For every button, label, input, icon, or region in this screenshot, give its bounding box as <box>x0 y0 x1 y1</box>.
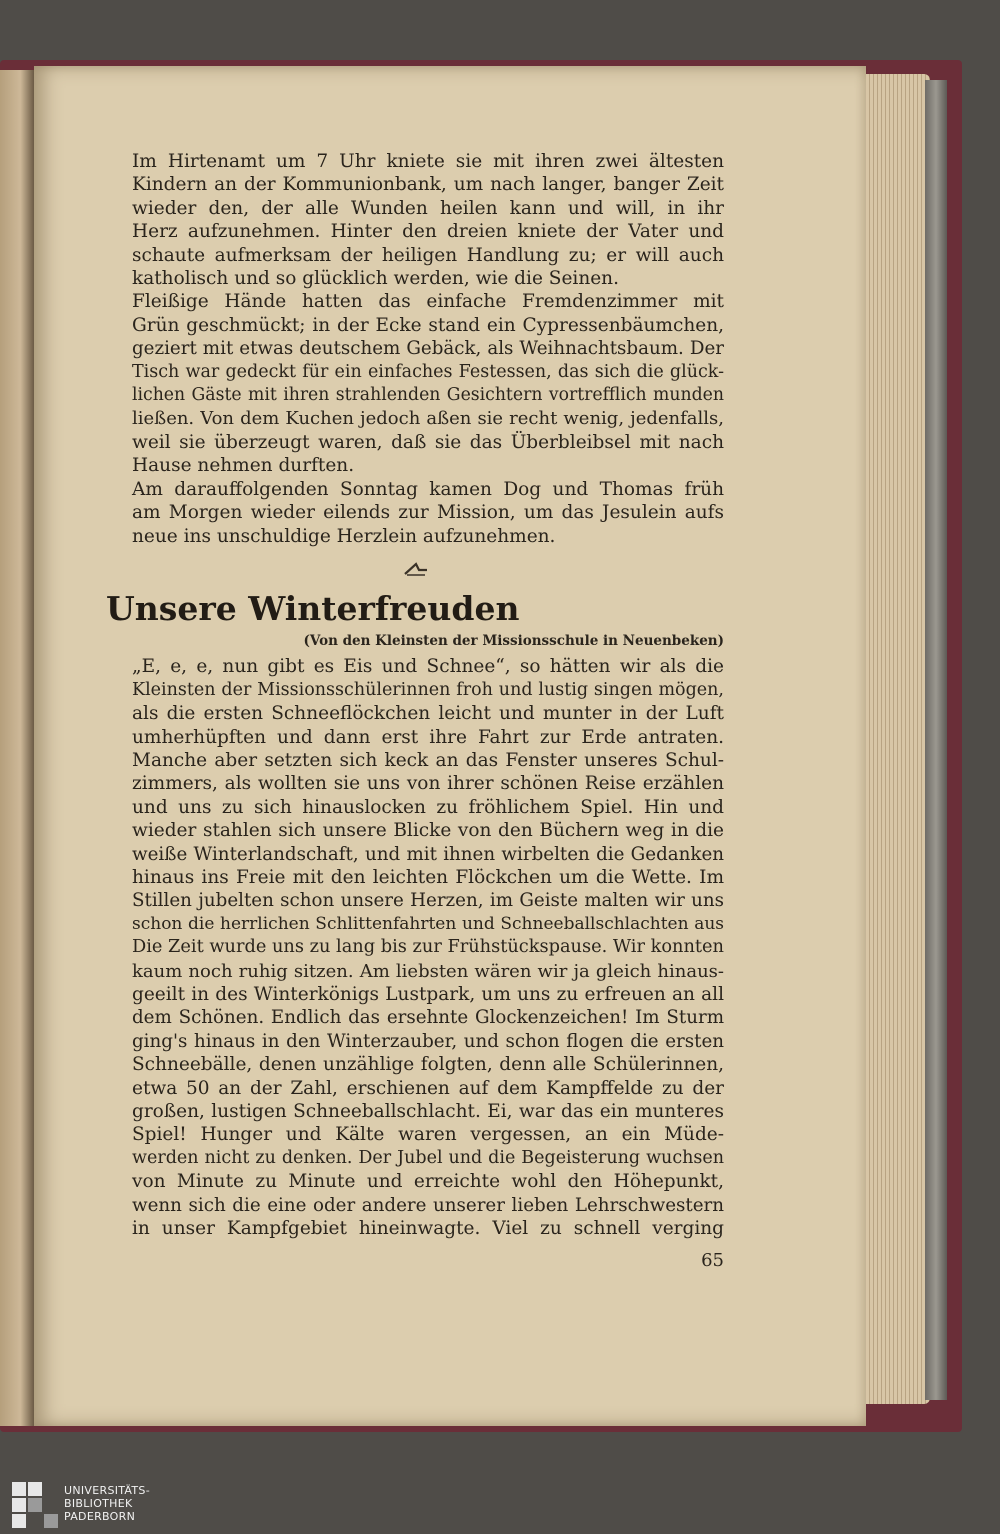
text-line: katholisch und so glücklich werden, wie die Seinen. <box>132 268 619 290</box>
text-line: dem Schönen. Endlich das ersehnte Glockenzeichen! Im Sturm <box>132 1007 724 1029</box>
page-stack-shadow <box>925 80 947 1400</box>
text-line: hinaus ins Freie mit den leichten Flöckchen um die Wette. Im <box>132 866 724 888</box>
text-line: wenn sich die eine oder andere unserer lieben Lehrschwestern <box>132 1194 724 1216</box>
text-line: Im Hirtenamt um 7 Uhr kniete sie mit ihren zwei ältesten <box>132 151 724 172</box>
text-line: von Minute zu Minute und erreichte wohl den Höhepunkt, <box>132 1171 724 1193</box>
text-line: ging's hinaus in den Winterzauber, und schon flogen die ersten <box>132 1030 724 1052</box>
section-subtitle: (Von den Kleinsten der Missionsschule in Neuenbeken) <box>303 633 724 650</box>
page-text <box>108 150 724 1240</box>
text-line: Spiel! Hunger und Kälte waren vergessen, an ein Müde- <box>132 1124 724 1146</box>
text-line: weiße Winterlandschaft, und mit ihnen wirbelten die Gedanken <box>132 843 724 865</box>
text-line: etwa 50 an der Zahl, erschienen auf dem Kampffelde zu der <box>132 1077 724 1099</box>
library-logo <box>12 1482 172 1528</box>
text-line: Schneebälle, denen unzählige folgten, denn alle Schülerinnen, <box>132 1054 724 1076</box>
logo-line: BIBLIOTHEK <box>64 1497 133 1510</box>
text-line: wieder stahlen sich unsere Blicke von den Büchern weg in die <box>132 820 724 842</box>
text-line: Stillen jubelten schon unsere Herzen, im Geiste malten wir uns <box>132 890 724 912</box>
text-line: wieder den, der alle Wunden heilen kann und will, in ihr <box>132 197 724 219</box>
text-line: Kleinsten der Missionsschülerinnen froh und lustig singen mögen, <box>132 679 724 700</box>
text-line: weil sie überzeugt waren, daß sie das Überbleibsel mit nach <box>132 431 724 453</box>
text-line: kaum noch ruhig sitzen. Am liebsten wären wir ja gleich hinaus- <box>132 960 724 982</box>
paragraph-3 <box>108 478 724 548</box>
paragraph-2 <box>108 290 724 477</box>
ornament-icon <box>401 560 431 578</box>
text-line: großen, lustigen Schneeballschlacht. Ei, war das ein munteres <box>132 1101 724 1123</box>
library-logo-icon <box>12 1482 58 1528</box>
text-line: „E, e, e, nun gibt es Eis und Schnee“, so hätten wir als die <box>132 656 724 678</box>
text-line: Manche aber setzten sich keck an das Fenster unseres Schul- <box>132 749 724 771</box>
page-stack <box>858 74 930 1404</box>
text-line: werden nicht zu denken. Der Jubel und die Begeisterung wuchsen <box>132 1147 724 1168</box>
text-line: lichen Gäste mit ihren strahlenden Gesichtern vortrefflich munden <box>132 385 724 406</box>
text-line: Tisch war gedeckt für ein einfaches Festessen, das sich die glück- <box>132 361 724 382</box>
text-line: und uns zu sich hinauslocken zu fröhlichem Spiel. Hin und <box>132 796 724 818</box>
logo-line: PADERBORN <box>64 1510 136 1523</box>
text-line: neue ins unschuldige Herzlein aufzunehmen. <box>132 525 556 547</box>
text-line: Kindern an der Kommunionbank, um nach langer, banger Zeit <box>132 174 724 196</box>
paragraph-4 <box>108 655 724 1240</box>
text-line: Herz aufzunehmen. Hinter den dreien kniete der Vater und <box>132 221 724 243</box>
text-line: Hause nehmen durften. <box>132 455 355 477</box>
text-line: in unser Kampfgebiet hineinwagte. Viel zu schnell verging <box>132 1218 724 1240</box>
text-line: geeilt in des Winterkönigs Lustpark, um uns zu erfreuen an all <box>132 984 724 1005</box>
section-separator-ornament <box>108 560 724 583</box>
text-line: geziert mit etwas deutschem Gebäck, als Weihnachtsbaum. Der <box>132 338 724 360</box>
text-line: Grün geschmückt; in der Ecke stand ein Cypressenbäumchen, <box>132 314 724 336</box>
previous-page-edge <box>0 70 34 1426</box>
text-line: am Morgen wieder eilends zur Mission, um das Jesulein aufs <box>132 502 724 524</box>
section-title: Unsere Winterfreuden <box>106 589 520 629</box>
paragraph-1 <box>108 150 724 290</box>
text-line: Fleißige Hände hatten das einfache Fremdenzimmer mit <box>132 291 724 313</box>
text-line: ließen. Von dem Kuchen jedoch aßen sie recht wenig, jedenfalls, <box>132 408 724 430</box>
text-line: schon die herrlichen Schlittenfahrten und Schneeballschlachten aus <box>132 913 724 934</box>
text-line: zimmers, als wollten sie uns von ihrer schönen Reise erzählen <box>132 773 724 795</box>
text-line: Die Zeit wurde uns zu lang bis zur Frühstückspause. Wir konnten <box>132 937 724 958</box>
text-line: umherhüpften und dann erst ihre Fahrt zur Erde antraten. <box>132 726 724 748</box>
logo-line: UNIVERSITÄTS- <box>64 1484 150 1497</box>
text-line: Am darauffolgenden Sonntag kamen Dog und Thomas früh <box>132 478 724 500</box>
text-line: als die ersten Schneeflöckchen leicht und munter in der Luft <box>132 703 724 725</box>
text-line: schaute aufmerksam der heiligen Handlung zu; er will auch <box>132 244 724 266</box>
library-logo-text <box>64 1484 150 1523</box>
page-number: 65 <box>701 1250 724 1271</box>
